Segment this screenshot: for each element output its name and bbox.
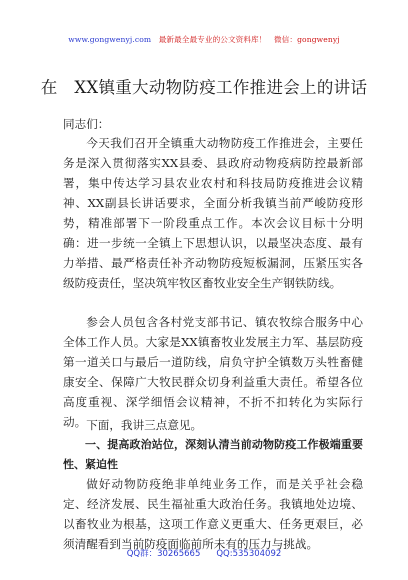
top-banner	[0, 34, 408, 45]
banner-slogan: 最新最全最专业的公文资料库！	[158, 35, 267, 44]
section-heading-1: 一、提高政治站位，深刻认清当前动物防疫工作极端重要性、紧迫性	[63, 438, 363, 471]
paragraph-opening: 今天我们召开全镇重大动物防疫工作推进会，主要任务是深入贯彻落实XX县委、县政府动物疫病防控最新部署，集中传达学习县农业农村和科技局防疫推进会议精神、XX副县长讲话要求，全面分析我镇当前严峻防疫形势，精准部署下一阶段重点工作。本次会议目标十分明确：进一步统一全镇上下思想认识，以最坚决态度、最有力举措、最严格责任补齐动物防疫短板漏洞，压紧压实各级防疫责任，坚决筑牢牧区畜牧业安全生产钢铁防线。	[63, 136, 363, 290]
document-title: 在 XX镇重大动物防疫工作推进会上的讲话	[40, 78, 368, 97]
website-link[interactable]: www.gongwenyj.com	[68, 35, 152, 44]
paragraph-attendees: 参会人员包含各村党支部书记、镇农牧综合服务中心全体工作人员。大家是XX镇畜牧业发展主力军、基层防疫第一道关口与最后一道防线，肩负守护全镇数万头牲畜健康安全、保障广大牧民群众切身利益重大责任。希望各位高度重视、深学细悟会议精神，不折不扣转化为实际行动。	[63, 315, 363, 429]
banner-wechat: 微信：gongwenyj	[273, 35, 340, 44]
salutation: 同志们：	[63, 117, 110, 131]
paragraph-transition: 下面，我讲三点意见。	[86, 418, 203, 432]
paragraph-section-1: 做好动物防疫绝非单纯业务工作，而是关乎社会稳定、经济发展、民生福祉重大政治任务。我镇地处边境、以畜牧业为根基，这项工作意义更重大、任务更艰巨，必须清醒看到当前防疫面临前所未有的压力与挑战。	[63, 477, 363, 551]
qq-text: QQ:535304092	[216, 549, 282, 559]
qq-group-text: QQ群：30265665	[126, 549, 201, 559]
bottom-banner	[0, 547, 408, 559]
